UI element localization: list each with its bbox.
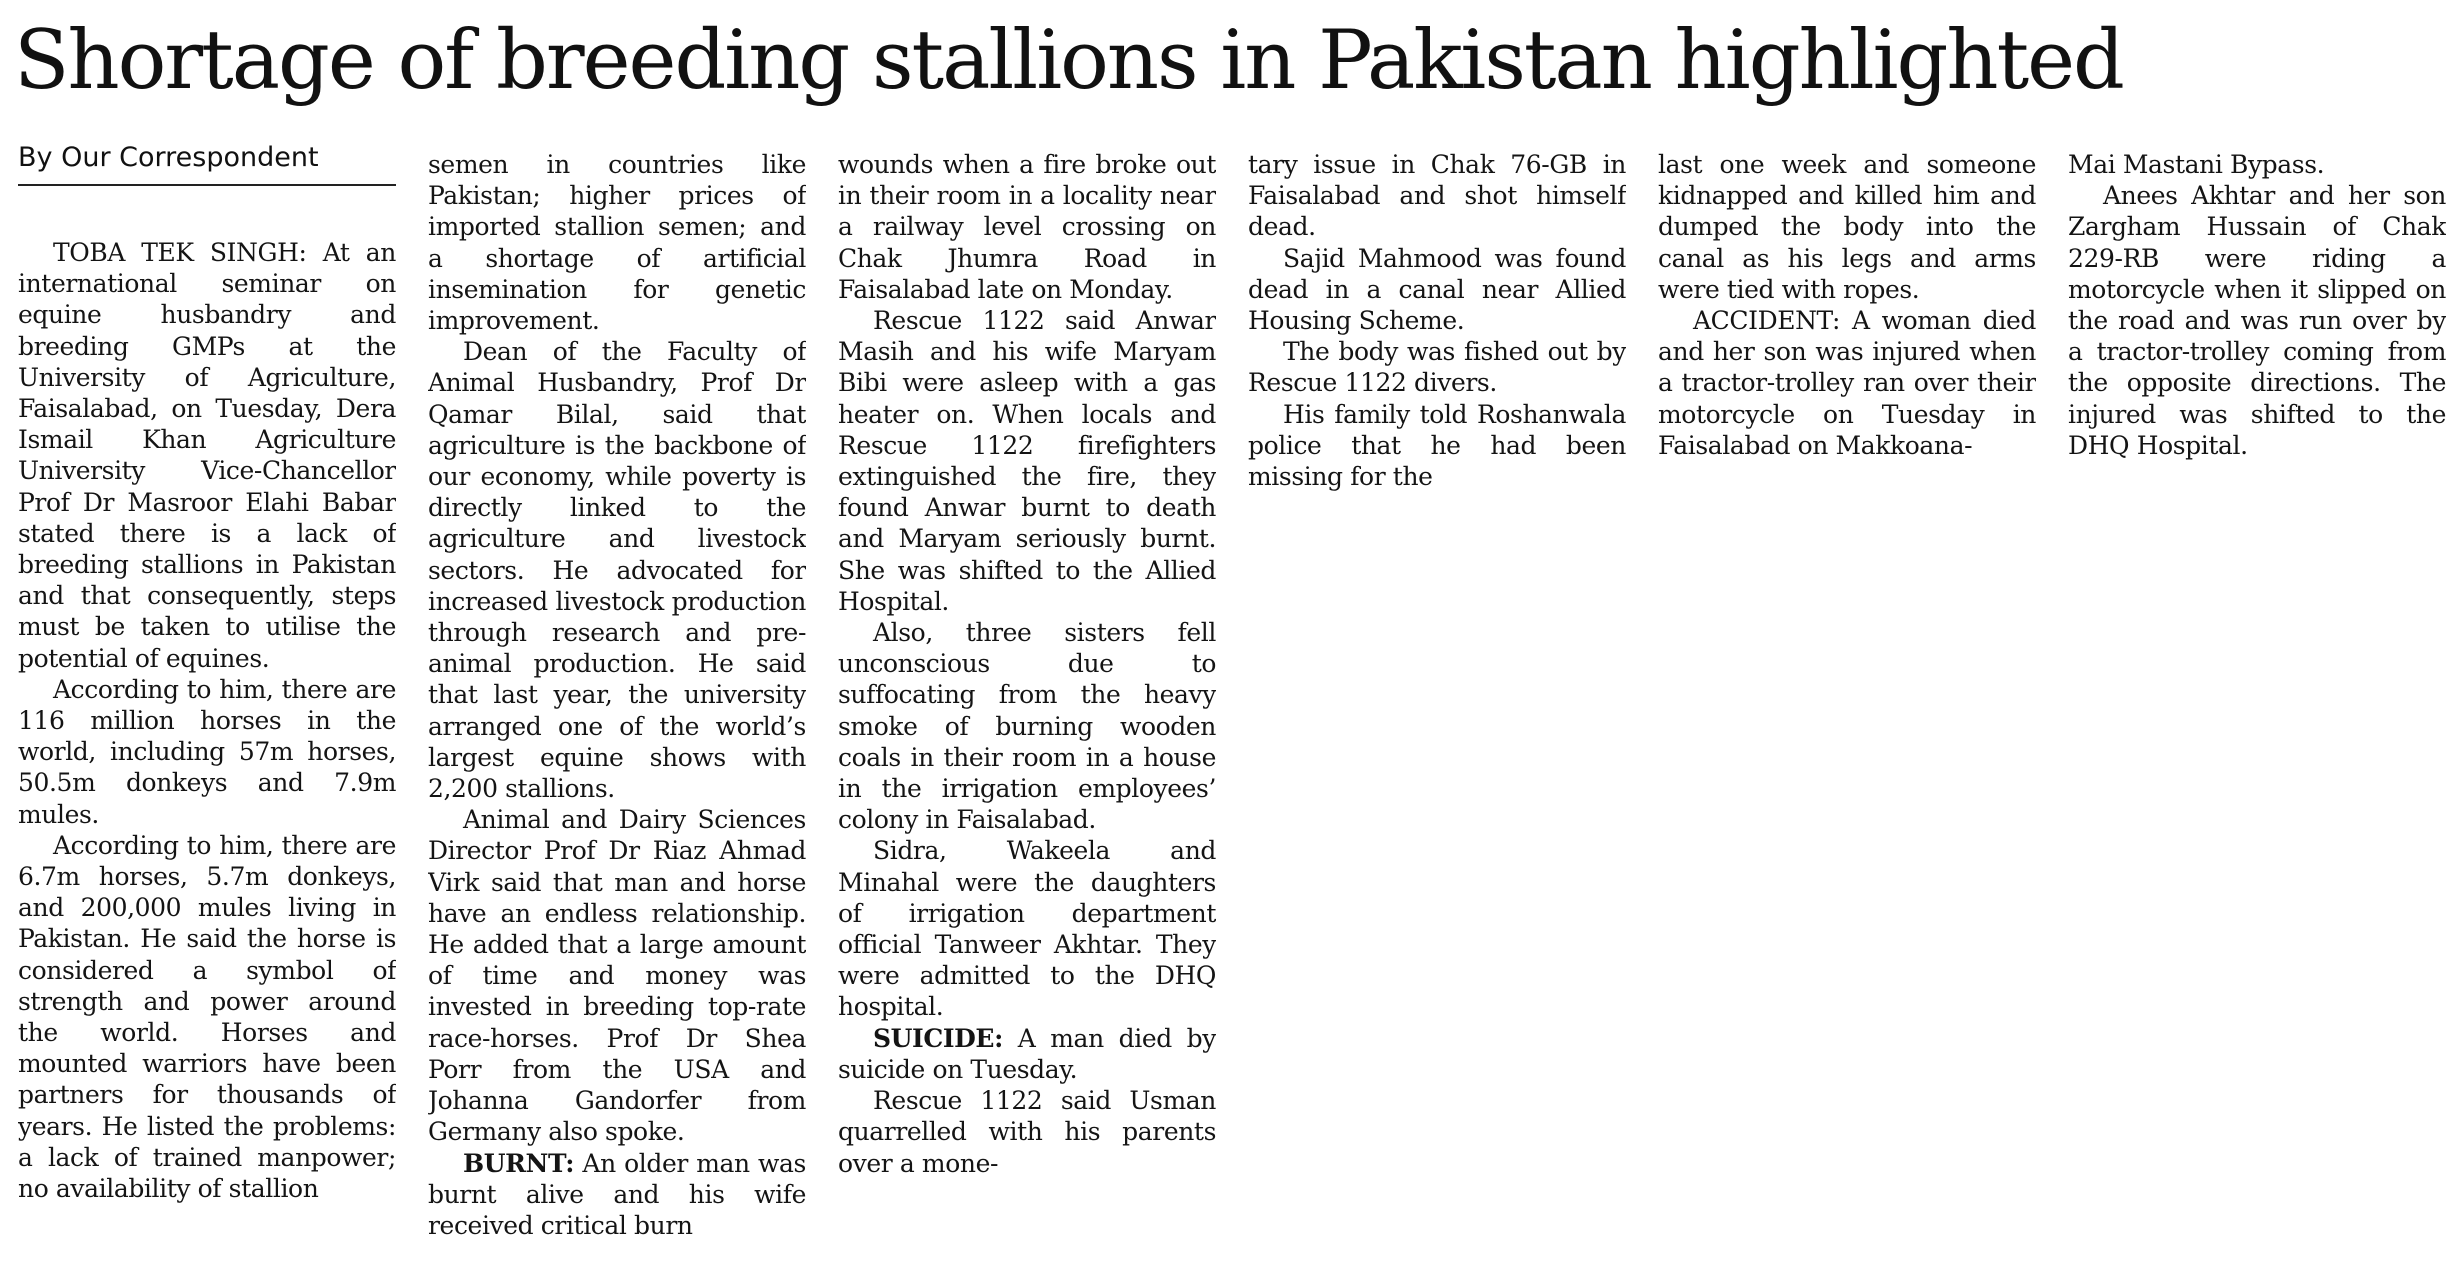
article-paragraph: [838, 617, 1216, 835]
article-paragraph: [1248, 243, 1626, 337]
article-paragraph: [18, 674, 396, 830]
paragraph-text: Rescue 1122 said Usman quarrelled with his parents over a mone-: [838, 1086, 1216, 1178]
paragraph-text: Anees Akhtar and her son Zargham Hussain of Chak 229-RB were riding a motorcycle when it slipped on the road and was run over by a tractor-trolley coming from the opposite directions. The injured was shifted to the DHQ Hospital.: [2068, 181, 2446, 460]
paragraph-text: last one week and someone kidnapped and killed him and dumped the body into the canal as his legs and arms were tied with ropes.: [1658, 150, 2036, 304]
paragraph-text: Dean of the Faculty of Animal Husbandry, Prof Dr Qamar Bilal, said that agriculture is the backbone of our economy, while poverty is directly linked to the agriculture and livestock sectors. He advocated for increased livestock production through research and pre-animal production. He said that last year, the university arranged one of the world’s largest equine shows with 2,200 stallions.: [428, 337, 806, 804]
article-column-1: [18, 237, 396, 1280]
article-paragraph: [1248, 399, 1626, 493]
paragraph-text: His family told Roshanwala police that he had been missing for the: [1248, 399, 1626, 492]
article-paragraph: [428, 149, 806, 336]
article-paragraph: [838, 149, 1216, 305]
paragraph-text: An older man was burnt alive and his wife received critical burn: [428, 1148, 806, 1240]
paragraph-text: Animal and Dairy Sciences Director Prof Dr Riaz Ahmad Virk said that man and horse have an endless relationship. He added that a large amount of time and money was invested in breeding top-rate race-horses. Prof Dr Shea Porr from the USA and Johanna Gandorfer from Germany also spoke.: [428, 805, 806, 1147]
article-paragraph: [1658, 305, 2036, 461]
paragraph-text: A man died by suicide on Tuesday.: [838, 1023, 1216, 1084]
article-paragraph: [1248, 149, 1626, 243]
paragraph-text: ACCIDENT: A woman died and her son was injured when a tractor-trolley ran over their motorcycle on Tuesday in Faisalabad on Makkoana-: [1658, 306, 2036, 460]
article-paragraph: [2068, 180, 2446, 461]
article-column-4: [1248, 149, 1626, 1280]
paragraph-text: Sidra, Wakeela and Minahal were the daughters of irrigation department official Tanweer Akhtar. They were admitted to the DHQ hospital.: [838, 836, 1216, 1022]
article-paragraph: [18, 237, 396, 674]
section-kicker: BURNT:: [463, 1148, 575, 1178]
paragraph-text: tary issue in Chak 76-GB in Faisalabad and shot himself dead.: [1248, 150, 1626, 242]
paragraph-text: The body was fished out by Rescue 1122 divers.: [1248, 337, 1626, 398]
paragraph-text: According to him, there are 6.7m horses, 5.7m donkeys, and 200,000 mules living in Pakistan. He said the horse is considered a symbol of strength and power around the world. Horses and mounted warriors have been partners for thousands of years. He listed the problems: a lack of trained manpower; no availability of stallion: [18, 830, 396, 1204]
paragraph-text: semen in countries like Pakistan; higher prices of imported stallion semen; and a shortage of artificial insemination for genetic improvement.: [428, 150, 806, 336]
article-paragraph: [428, 1148, 806, 1242]
article-column-3: [838, 149, 1216, 1280]
article-paragraph: [838, 1023, 1216, 1085]
article-paragraph: [838, 835, 1216, 1022]
article-column-5: [1658, 149, 2036, 1280]
article-paragraph: [18, 830, 396, 1204]
article-paragraph: [1248, 336, 1626, 398]
article-paragraph: [838, 305, 1216, 617]
article-paragraph: [838, 1085, 1216, 1179]
article-column-6: [2068, 149, 2446, 1280]
article-column-2: [428, 149, 806, 1280]
headline: Shortage of breeding stallions in Pakistan highlighted: [14, 14, 2123, 108]
section-kicker: SUICIDE:: [873, 1023, 1003, 1053]
paragraph-text: wounds when a fire broke out in their room in a locality near a railway level crossing on Chak Jhumra Road in Faisalabad late on Monday.: [838, 150, 1216, 304]
paragraph-text: Mai Mastani Bypass.: [2068, 150, 2325, 179]
paragraph-text: TOBA TEK SINGH: At an international seminar on equine husbandry and breeding GMPs at the University of Agriculture, Faisalabad, on Tuesday, Dera Ismail Khan Agriculture University Vice-Chancellor Prof Dr Masroor Elahi Babar stated there is a lack of breeding stallions in Pakistan and that consequently, steps must be taken to utilise the potential of equines.: [18, 238, 396, 673]
article-paragraph: [1658, 149, 2036, 305]
article-paragraph: [2068, 149, 2446, 180]
paragraph-text: Rescue 1122 said Anwar Masih and his wife Maryam Bibi were asleep with a gas heater on. When locals and Rescue 1122 firefighters extinguished the fire, they found Anwar burnt to death and Maryam seriously burnt. She was shifted to the Allied Hospital.: [838, 306, 1216, 616]
byline: By Our Correspondent: [18, 140, 396, 186]
article-paragraph: [428, 804, 806, 1147]
paragraph-text: Also, three sisters fell unconscious due to suffocating from the heavy smoke of burning wooden coals in their room in a house in the irrigation employees’ colony in Faisalabad.: [838, 618, 1216, 835]
paragraph-text: According to him, there are 116 million horses in the world, including 57m horses, 50.5m donkeys and 7.9m mules.: [18, 674, 396, 829]
paragraph-text: Sajid Mahmood was found dead in a canal near Allied Housing Scheme.: [1248, 243, 1626, 336]
article-paragraph: [428, 336, 806, 804]
